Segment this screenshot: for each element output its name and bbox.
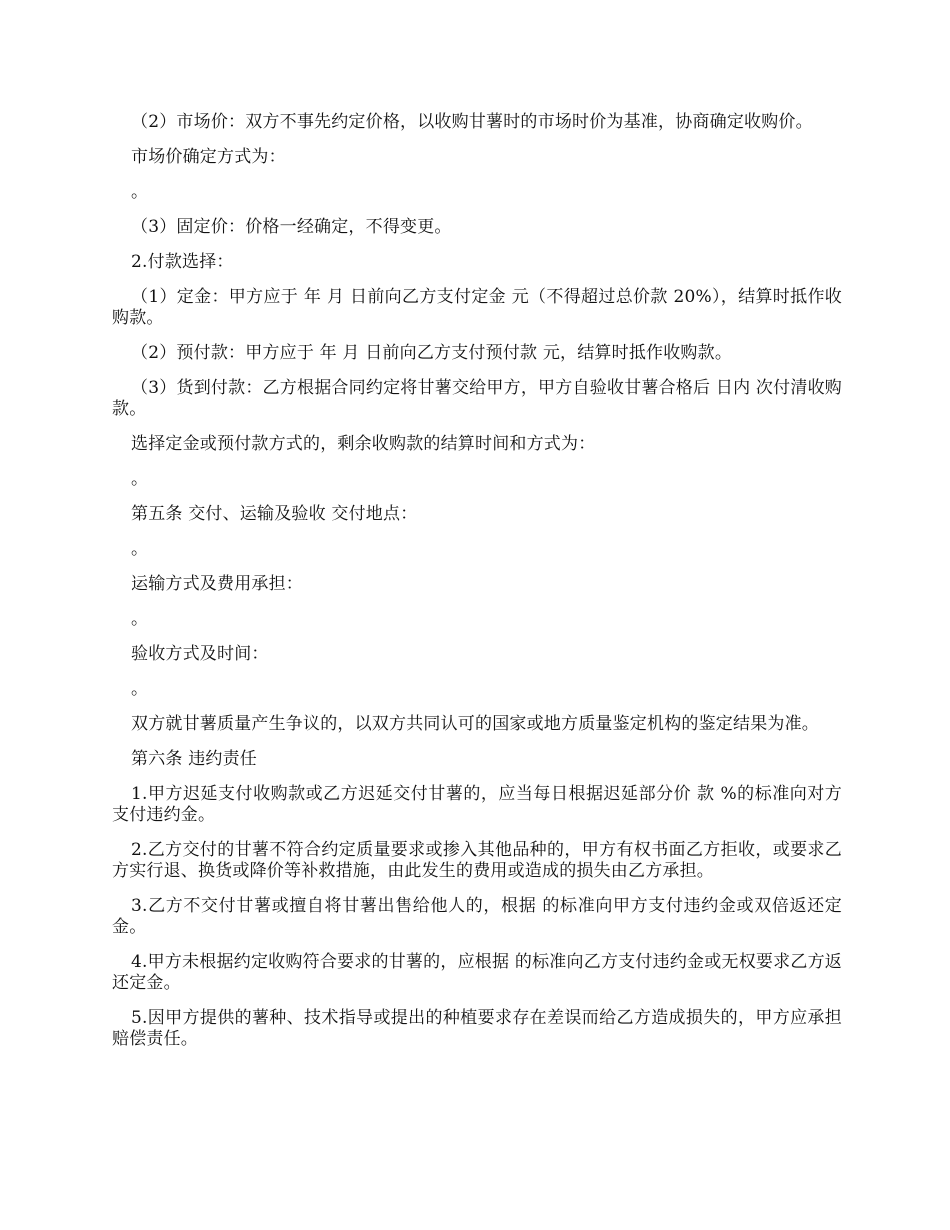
paragraph-blank-line: 。 [131, 469, 149, 489]
paragraph-quality-dispute: 双方就甘薯质量产生争议的，以双方共同认可的国家或地方质量鉴定机构的鉴定结果为准。 [131, 714, 819, 734]
paragraph-remaining-settlement: 选择定金或预付款方式的，剩余收购款的结算时间和方式为： [131, 434, 596, 454]
paragraph-blank-line: 。 [131, 539, 149, 559]
paragraph-blank-line: 。 [131, 609, 149, 629]
paragraph-breach-1: 1.甲方迟延支付收购款或乙方迟延交付甘薯的，应当每日根据迟延部分价 款 %的标准向对方支付违约金。 [112, 784, 842, 825]
paragraph-payment-options: 2.付款选择： [131, 252, 234, 272]
paragraph-market-price-method: 市场价确定方式为： [131, 147, 286, 167]
paragraph-market-price: （2）市场价：双方不事先约定价格，以收购甘薯时的市场时价为基准，协商确定收购价。 [131, 112, 813, 132]
paragraph-acceptance: 验收方式及时间： [131, 644, 269, 664]
paragraph-prepayment: （2）预付款：甲方应于 年 月 日前向乙方支付预付款 元，结算时抵作收购款。 [131, 343, 733, 363]
paragraph-deposit: （1）定金：甲方应于 年 月 日前向乙方支付定金 元（不得超过总价款 20%），结算时抵作收购款。 [112, 287, 842, 328]
heading-article-6: 第六条 违约责任 [131, 749, 258, 769]
paragraph-breach-3: 3.乙方不交付甘薯或擅自将甘薯出售给他人的，根据 的标准向甲方支付违约金或双倍返还定金。 [112, 896, 842, 937]
paragraph-blank-line: 。 [131, 182, 149, 202]
paragraph-fixed-price: （3）固定价：价格一经确定，不得变更。 [131, 217, 452, 237]
paragraph-breach-2: 2.乙方交付的甘薯不符合约定质量要求或掺入其他品种的，甲方有权书面乙方拒收，或要求乙方实行退、换货或降价等补救措施，由此发生的费用或造成的损失由乙方承担。 [112, 840, 842, 881]
paragraph-breach-5: 5.因甲方提供的薯种、技术指导或提出的种植要求存在差误而给乙方造成损失的，甲方应承担赔偿责任。 [112, 1008, 842, 1049]
paragraph-blank-line: 。 [131, 679, 149, 699]
document-body [112, 112, 842, 1064]
paragraph-transport: 运输方式及费用承担： [131, 574, 303, 594]
paragraph-cash-on-delivery: （3）货到付款：乙方根据合同约定将甘薯交给甲方，甲方自验收甘薯合格后 日内 次付清收购款。 [112, 378, 842, 419]
paragraph-breach-4: 4.甲方未根据约定收购符合要求的甘薯的，应根据 的标准向乙方支付违约金或无权要求乙方返还定金。 [112, 952, 842, 993]
heading-article-5: 第五条 交付、运输及验收 交付地点： [131, 504, 418, 524]
